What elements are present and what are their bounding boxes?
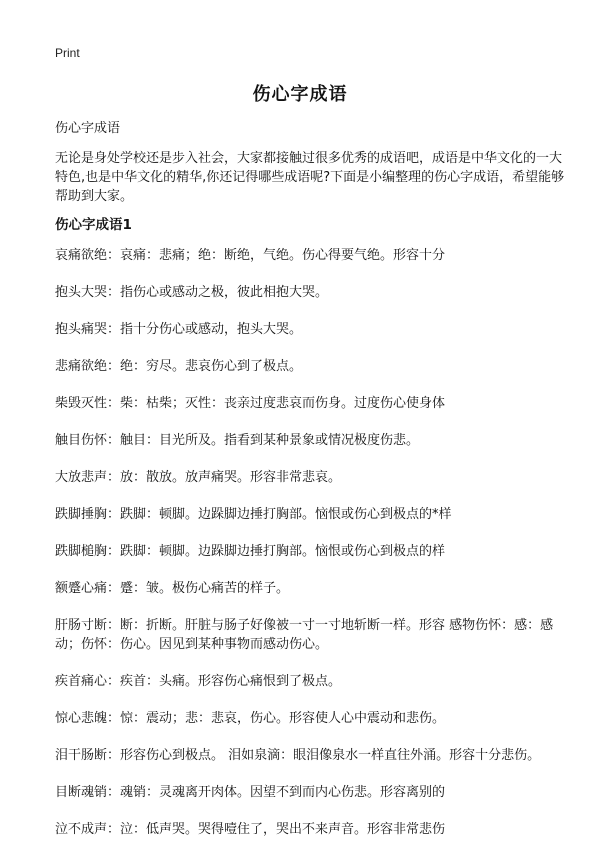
idiom-entry: 惊心悲魄：惊：震动；悲：悲哀，伤心。形容使人心中震动和悲伤。 <box>55 711 446 726</box>
idiom-entry: 跌脚槌胸：跌脚：顿脚。边跺脚边捶打胸部。恼恨或伤心到极点的样 <box>55 544 446 559</box>
idiom-entry: 触目伤怀：触目：目光所及。指看到某种景象或情况极度伤悲。 <box>55 433 420 448</box>
idiom-entry: 额蹙心痛：蹙：皱。极伤心痛苦的样子。 <box>55 581 290 596</box>
idiom-entry: 泪干肠断：形容伤心到极点。 泪如泉滴：眼泪像泉水一样直往外涌。形容十分悲伤。 <box>55 748 541 763</box>
idiom-entry: 悲痛欲绝：绝：穷尽。悲哀伤心到了极点。 <box>55 359 303 374</box>
print-link[interactable]: Print <box>55 46 80 60</box>
idiom-entry: 目断魂销：魂销：灵魂离开肉体。因望不到而内心伤悲。形容离别的 <box>55 785 446 800</box>
idiom-entry: 抱头大哭：指伤心或感动之极，彼此相抱大哭。 <box>55 285 329 300</box>
idiom-entry: 肝肠寸断：断：折断。肝脏与肠子好像被一寸一寸地斩断一样。形容 感物伤怀：感：感动；伤怀：伤心。因见到某种事物而感动伤心。 <box>55 618 554 652</box>
article-subtitle: 伤心字成语 <box>55 121 121 136</box>
idiom-entry: 抱头痛哭：指十分伤心或感动，抱头大哭。 <box>55 322 303 337</box>
page-title: 伤心字成语 <box>252 84 348 105</box>
idiom-entry: 跌脚捶胸：跌脚：顿脚。边跺脚边捶打胸部。恼恨或伤心到极点的*样 <box>55 507 452 522</box>
idiom-entry: 大放悲声：放：散放。放声痛哭。形容非常悲哀。 <box>55 470 342 485</box>
idiom-entry: 柴毁灭性：柴：枯柴；灭性：丧亲过度悲哀而伤身。过度伤心使身体 <box>55 396 446 411</box>
idiom-entry: 哀痛欲绝：哀痛：悲痛；绝：断绝，气绝。伤心得要气绝。形容十分 <box>55 248 446 263</box>
intro-paragraph: 无论是身处学校还是步入社会，大家都接触过很多优秀的成语吧，成语是中华文化的一大特色,也是中华文化的精华,你还记得哪些成语呢?下面是小编整理的伤心字成语，希望能够帮助到大家。 <box>55 151 565 204</box>
section-heading: 伤心字成语1 <box>55 217 132 233</box>
idiom-entry: 疾首痛心：疾首：头痛。形容伤心痛恨到了极点。 <box>55 674 342 689</box>
article-body <box>55 120 565 857</box>
idiom-entry: 泣不成声：泣：低声哭。哭得噎住了，哭出不来声音。形容非常悲伤 <box>55 822 446 837</box>
